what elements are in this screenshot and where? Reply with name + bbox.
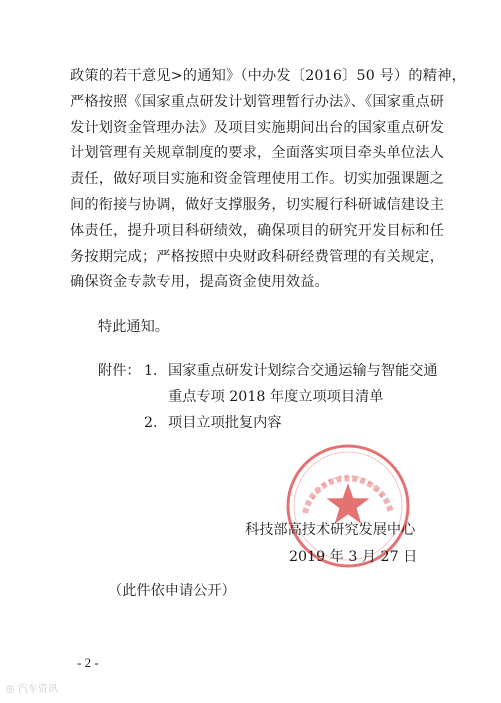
watermark-logo: ◎ 汽车资讯 [6,684,58,695]
disclosure-note: （此件依申请公开） [108,583,236,599]
attachment-item [98,410,438,436]
issuing-organization: 科技部高技术研究发展中心 [245,522,416,538]
body-line: 计划管理有关规章制度的要求，全面落实项目牵头单位法人 [70,145,445,162]
attachments-label: 附件： [98,363,141,379]
notice-text: 特此通知。 [98,319,169,335]
body-line: 严格按照《国家重点研发计划管理暂行办法》、《国家重点研 [70,93,445,110]
attachment-number: 1. [144,363,158,379]
issue-date: 2019 年 3 月 27 日 [289,549,418,565]
body-line: 责任，做好项目实施和资金管理使用工作。切实加强课题之 [70,171,445,188]
attachment-title: 项目立项批复内容 [168,415,282,431]
body-line: 间的衔接与协调，做好支撑服务，切实履行科研诚信建设主 [70,196,445,213]
body-line: 确保资金专款专用，提高资金使用效益。 [70,274,329,291]
attachment-item [98,358,438,384]
attachment-number: 2. [144,415,158,431]
attachment-title-continued: 重点专项 2018 年度立项项目清单 [168,389,384,405]
body-line: 政策的若干意见>的通知》（中办发〔2016〕50 号）的精神， [70,68,466,84]
body-line: 务按期完成；严格按照中央财政科研经费管理的有关规定， [70,248,445,265]
body-paragraph [70,64,466,296]
attachments-list [98,358,438,436]
page-number: - 2 - [77,655,99,670]
body-line: 发计划资金管理办法》及项目实施期间出台的国家重点研发 [70,119,445,136]
attachment-title: 国家重点研发计划综合交通运输与智能交通 [168,363,438,379]
body-line: 体责任，提升项目科研绩效，确保项目的研究开发目标和任 [70,222,445,239]
